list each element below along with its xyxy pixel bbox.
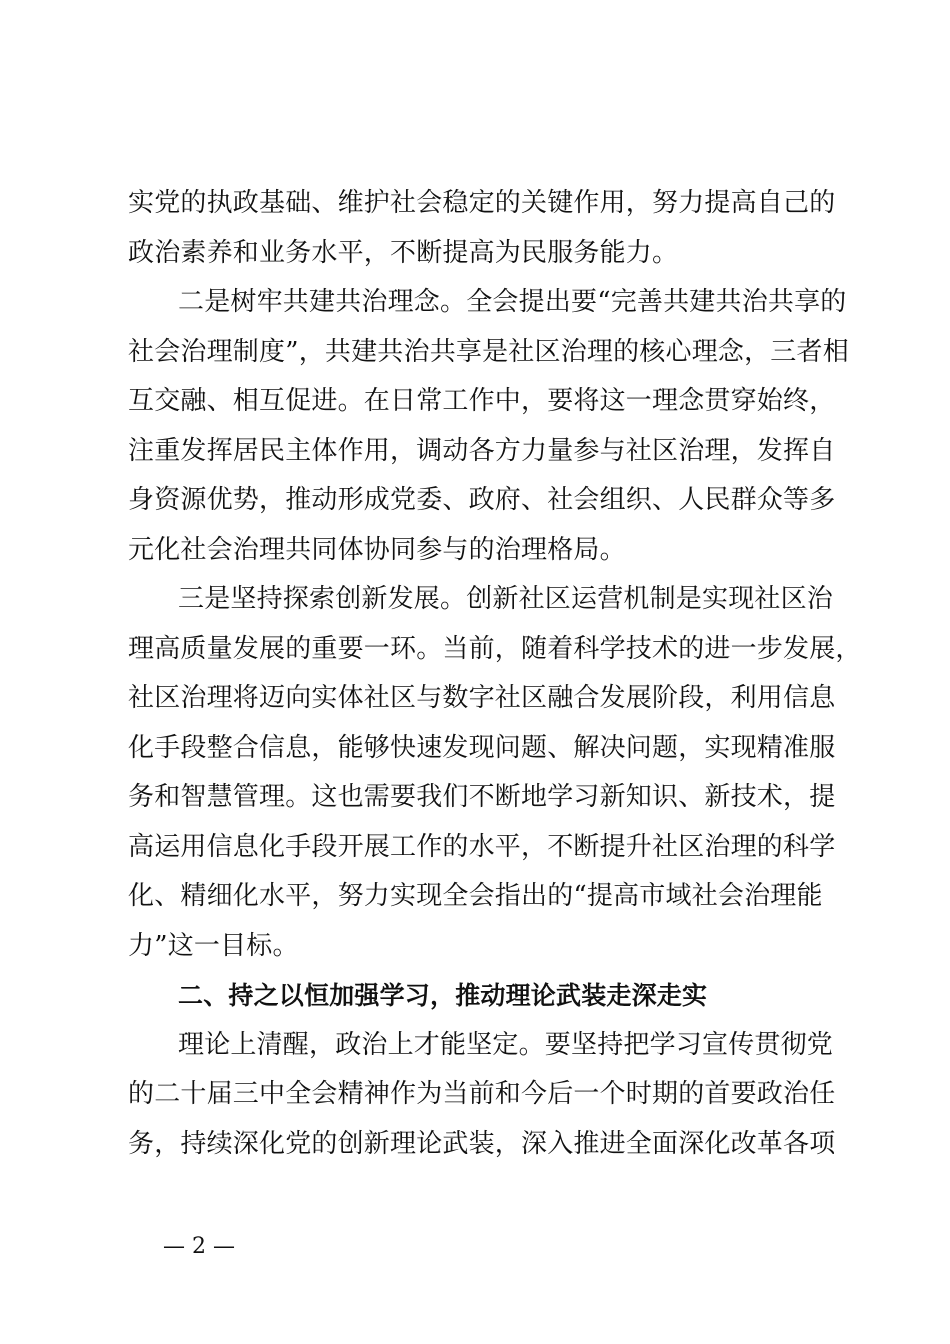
- text-line: 化、精细化水平，努力实现全会指出的“提高市域社会治理能: [128, 881, 823, 911]
- text-line: 理论上清醒，政治上才能坚定。要坚持把学习宣传贯彻党: [178, 1029, 834, 1060]
- text-line: 社会治理制度”，共建共治共享是社区治理的核心理念，三者相: [128, 336, 849, 367]
- text-line: 的二十届三中全会精神作为当前和今后一个时期的首要政治任: [128, 1079, 836, 1109]
- text-line: 三是坚持探索创新发展。创新社区运营机制是实现社区治: [178, 584, 834, 614]
- text-line: 高运用信息化手段开展工作的水平，不断提升社区治理的科学: [128, 831, 836, 862]
- page-number: — 2 —: [163, 1234, 235, 1259]
- text-line: 二是树牢共建共治理念。全会提出要“完善共建共治共享的: [178, 287, 847, 317]
- text-line: 力”这一目标。: [128, 930, 299, 961]
- text-line: 务，持续深化党的创新理论武装，深入推进全面深化改革各项: [128, 1128, 836, 1159]
- text-line: 务和智慧管理。这也需要我们不断地学习新知识、新技术，提: [128, 782, 836, 812]
- text-line: 互交融、相互促进。在日常工作中，要将这一理念贯穿始终，: [128, 386, 836, 416]
- text-line: 身资源优势，推动形成党委、政府、社会组织、人民群众等多: [128, 485, 836, 515]
- section-heading: 二、持之以恒加强学习，推动理论武装走深走实: [178, 981, 708, 1010]
- text-line: 社区治理将迈向实体社区与数字社区融合发展阶段，利用信息: [128, 683, 836, 713]
- text-line: 注重发挥居民主体作用，调动各方力量参与社区治理，发挥自: [128, 435, 836, 466]
- text-line: 实党的执政基础、维护社会稳定的关键作用，努力提高自己的: [128, 188, 836, 218]
- text-line: 化手段整合信息，能够快速发现问题、解决问题，实现精准服: [128, 732, 836, 763]
- body-text: [128, 179, 862, 1169]
- text-line: 政治素养和业务水平，不断提高为民服务能力。: [128, 237, 679, 268]
- text-line: 理高质量发展的重要一环。当前，随着科学技术的进一步发展，: [128, 633, 862, 664]
- text-line: 元化社会治理共同体协同参与的治理格局。: [128, 534, 626, 565]
